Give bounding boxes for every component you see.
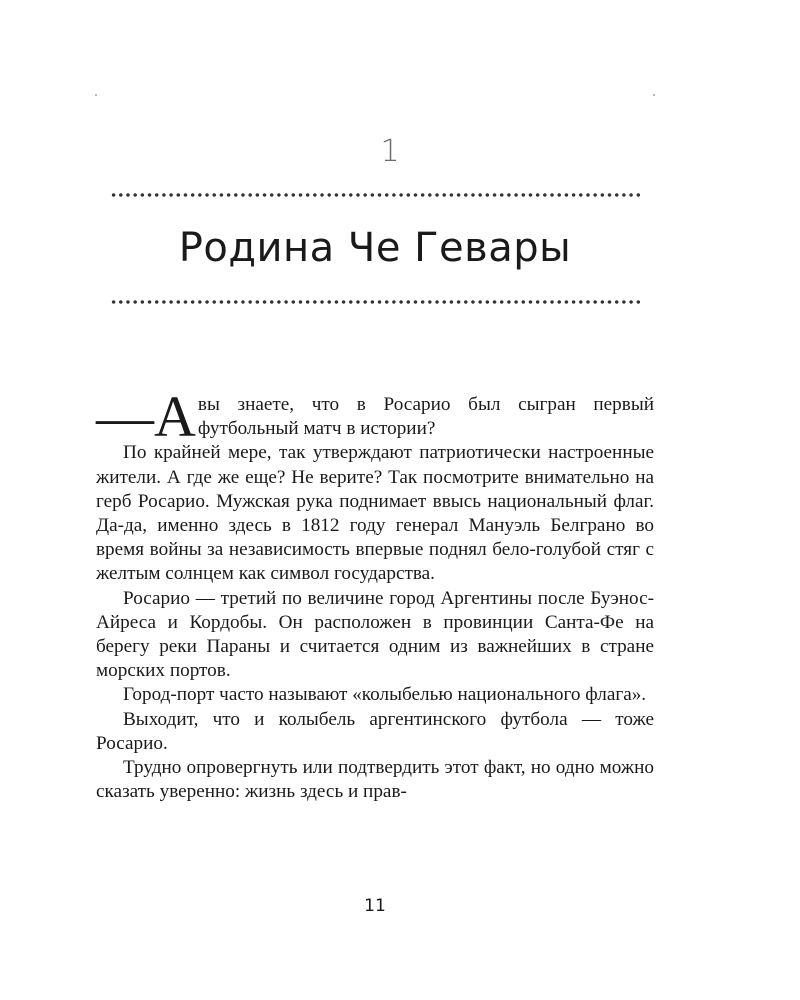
dotted-divider-bottom	[110, 300, 640, 304]
paragraph: По крайней мере, так утверждают патриотически настроенные жители. А где же еще? Не верите? Так посмотрите внимательно на герб Росарио. Мужская рука поднимает ввысь национальный флаг. Да-да, именно здесь в 1812 году генерал Мануэль Белграно во время войны за независимость впервые поднял бело-голубой стяг с желтым солнцем как символ государства.	[96, 442, 654, 585]
chapter-title: Родина Че Гевары	[178, 225, 572, 271]
paragraph: Росарио — третий по величине город Аргентины после Буэнос-Айреса и Кордобы. Он расположен в провинции Санта-Фе на берегу реки Параны и считается одним из важнейших в стране морских портов.	[96, 587, 654, 682]
opening-text: вы знаете, что в Росарио был сыгран первый футбольный матч в истории?	[197, 394, 654, 440]
dotted-divider-top	[110, 193, 640, 197]
paragraph: Трудно опровергнуть или подтвердить этот факт, но одно можно сказать уверенно: жизнь здесь и прав-	[96, 757, 654, 803]
paragraph: Город-порт часто называют «колыбелью национального флага».	[123, 684, 647, 706]
paragraph: Выходит, что и колыбель аргентинского футбола — тоже Росарио.	[96, 708, 654, 754]
page-number: 11	[364, 896, 386, 916]
opening-paragraph	[96, 384, 654, 449]
body-text	[96, 384, 654, 804]
drop-cap: —А	[96, 384, 196, 449]
crop-mark-right	[653, 94, 655, 96]
crop-mark-left	[95, 94, 97, 96]
chapter-number: 1	[380, 134, 400, 169]
